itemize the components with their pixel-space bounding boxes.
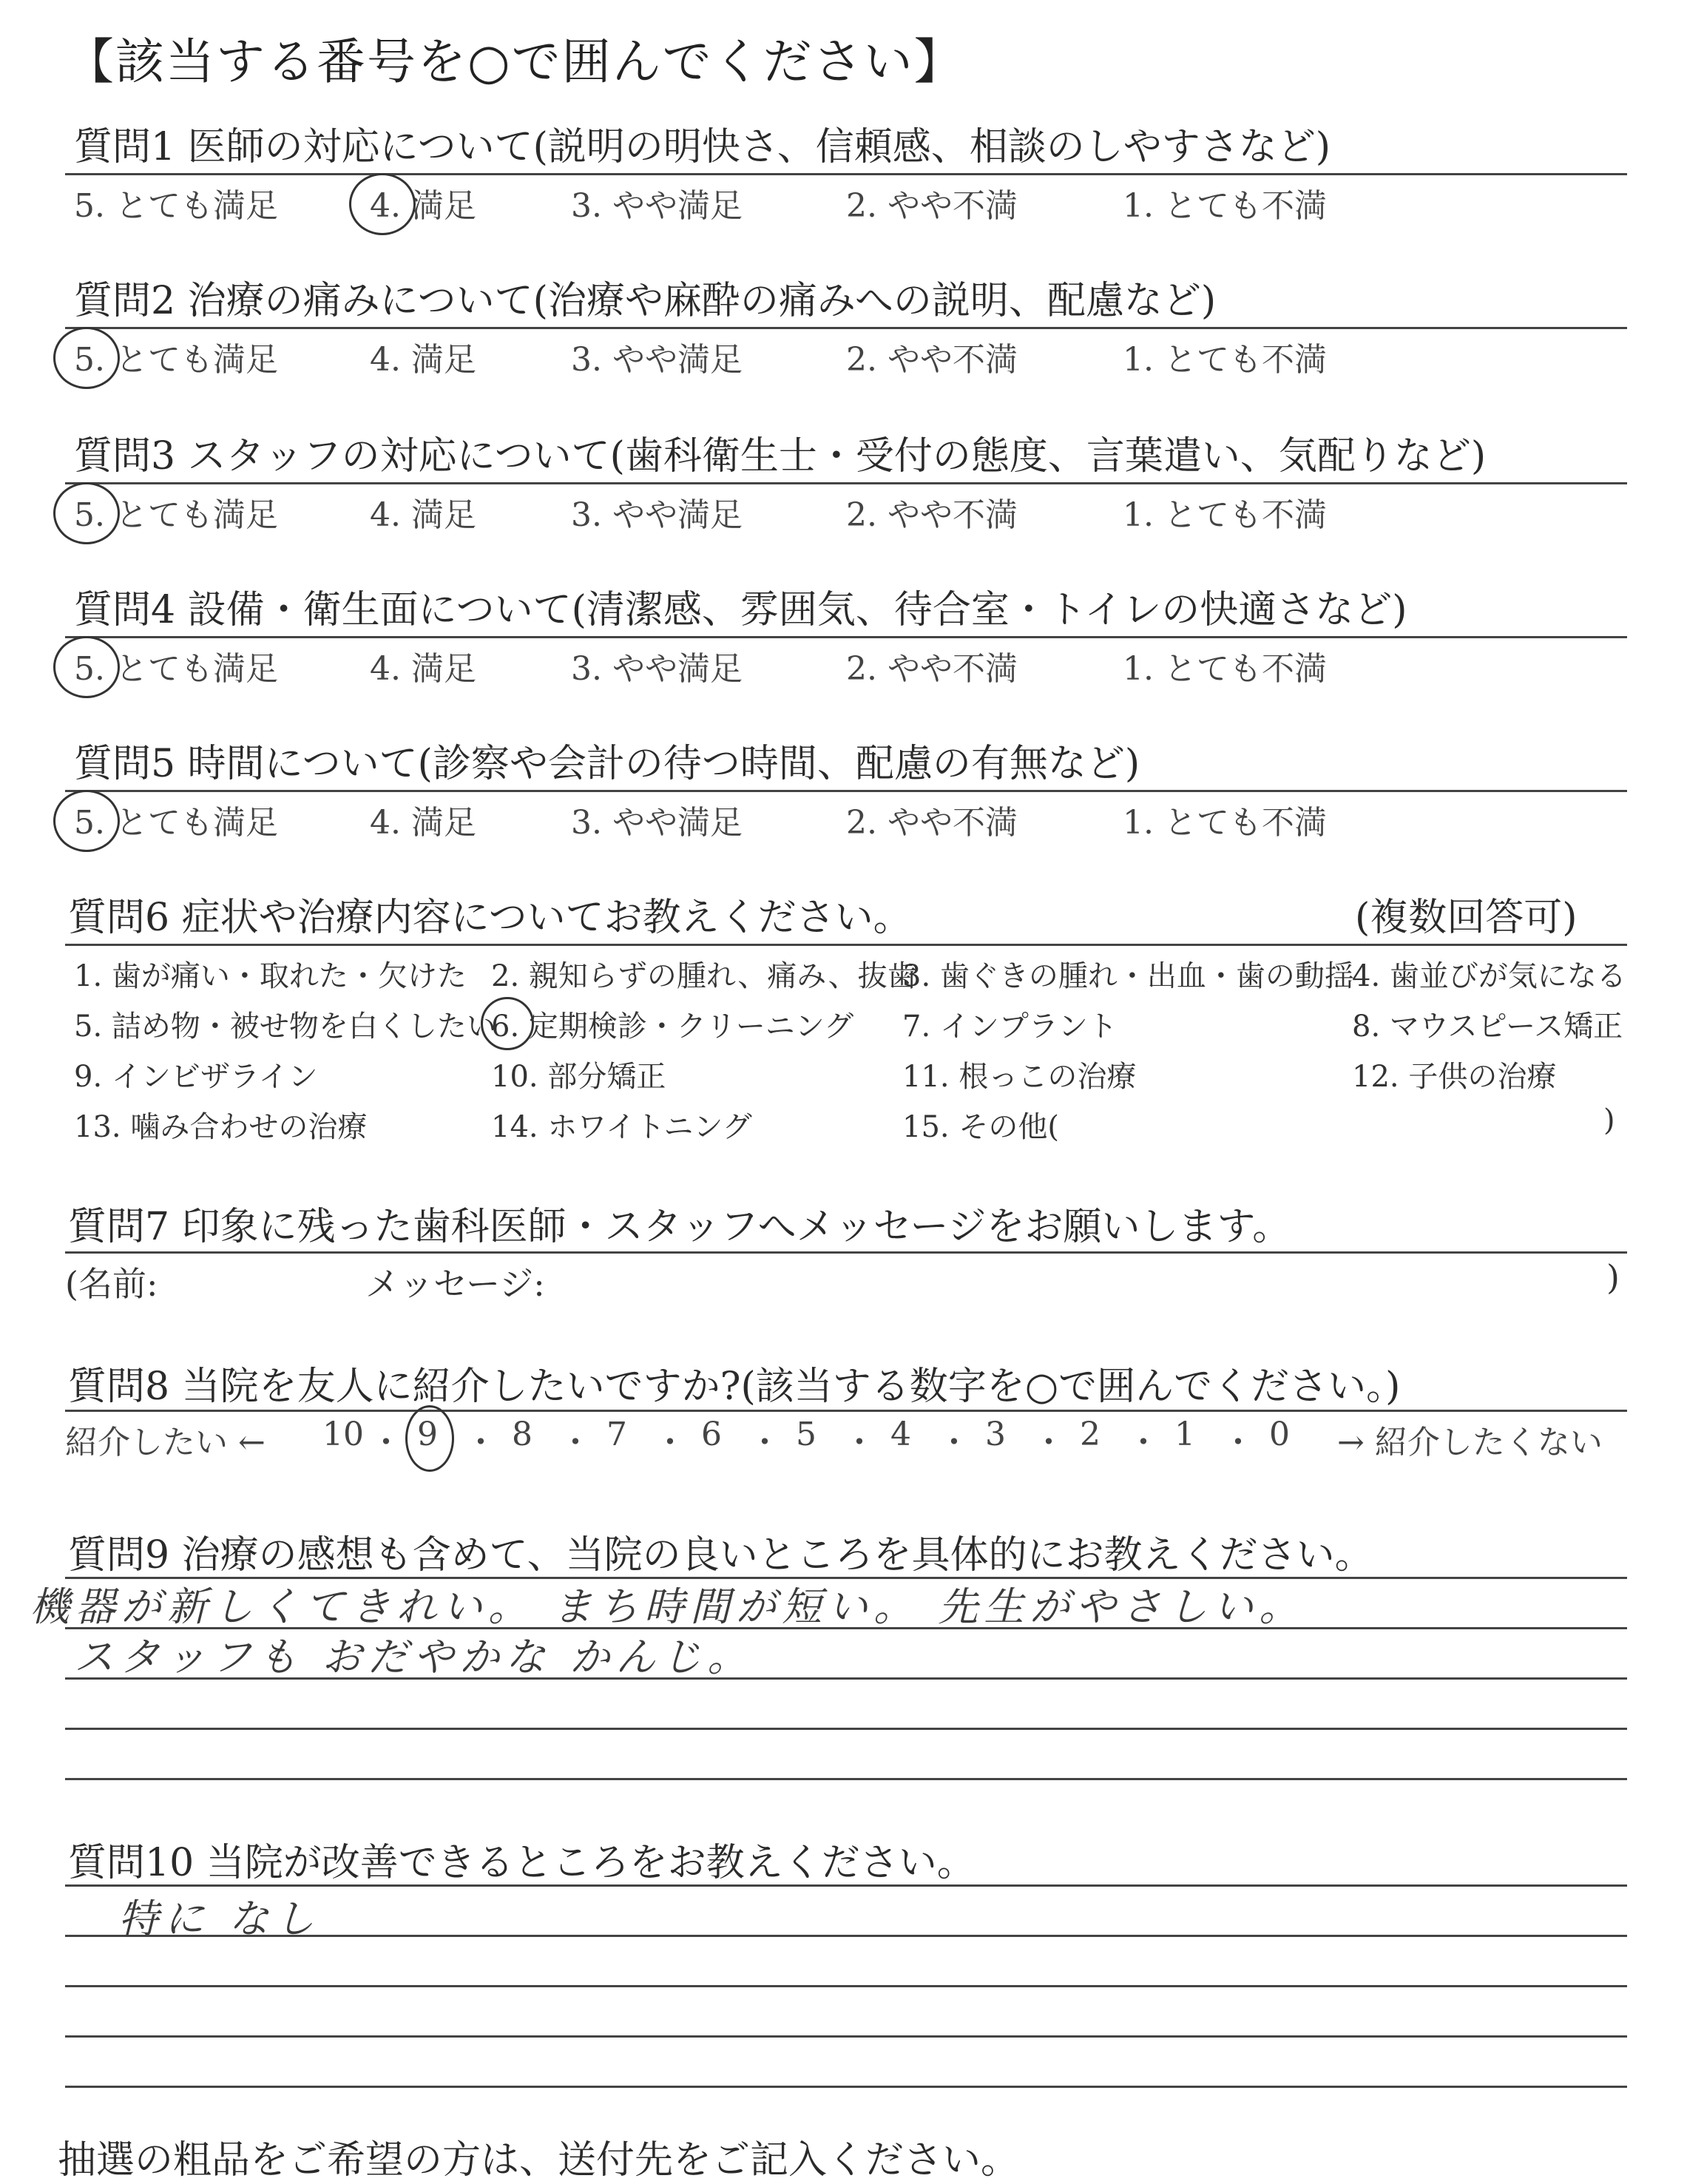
- q10-rule-3: [65, 1985, 1627, 1987]
- q8-separator: ・: [654, 1424, 686, 1461]
- q5-selected-circle: [53, 790, 120, 852]
- q6-item-10[interactable]: 10. 部分矯正: [491, 1060, 666, 1094]
- q1-option-5[interactable]: 5. とても満足: [74, 187, 278, 225]
- q1-title: 質問1 医師の対応について(説明の明快さ、信頼感、相談のしやすさなど): [74, 125, 1331, 169]
- q3-rule: [65, 482, 1627, 484]
- q8-scale-0[interactable]: 0: [1269, 1416, 1290, 1453]
- q6-item-2[interactable]: 2. 親知らずの腫れ、痛み、抜歯: [491, 959, 917, 993]
- q10-answer-line-1: 特に なし: [118, 1896, 321, 1942]
- q8-separator: ・: [748, 1424, 781, 1461]
- footer-note: 抽選の粗品をご希望の方は、送付先をご記入ください。: [58, 2138, 1020, 2183]
- q6-other-close-paren: ): [1603, 1103, 1615, 1137]
- q3-title: 質問3 スタッフの対応について(歯科衛生士・受付の態度、言葉遣い、気配りなど): [74, 434, 1487, 479]
- q8-separator: ・: [1127, 1424, 1160, 1461]
- q5-option-5[interactable]: 5. とても満足: [74, 804, 278, 842]
- q5-title: 質問5 時間について(診察や会計の待つ時間、配慮の有無など): [74, 742, 1140, 786]
- q6-item-7[interactable]: 7. インプラント: [902, 1010, 1118, 1044]
- q2-title: 質問2 治療の痛みについて(治療や麻酔の痛みへの説明、配慮など): [74, 279, 1217, 323]
- q5-option-2[interactable]: 2. やや不満: [846, 804, 1018, 842]
- q2-rule: [65, 327, 1627, 329]
- q8-title: 質問8 当院を友人に紹介したいですか?(該当する数字を○で囲んでください。): [68, 1365, 1401, 1409]
- q8-scale-3[interactable]: 3: [985, 1416, 1006, 1453]
- q4-option-5[interactable]: 5. とても満足: [74, 650, 278, 688]
- q7-close-paren: ): [1606, 1257, 1620, 1297]
- q8-rule: [65, 1410, 1627, 1412]
- q9-rule-4: [65, 1728, 1627, 1730]
- q10-title: 質問10 当院が改善できるところをお教えください。: [68, 1841, 976, 1885]
- q10-rule-5: [65, 2086, 1627, 2088]
- q6-note: (複数回答可): [1355, 896, 1578, 940]
- q6-item-1[interactable]: 1. 歯が痛い・取れた・欠けた: [74, 959, 467, 993]
- page-title: 【該当する番号を○で囲んでください】: [65, 33, 964, 90]
- q8-scale-1[interactable]: 1: [1174, 1416, 1195, 1453]
- q2-option-4[interactable]: 4. 満足: [370, 341, 476, 379]
- q6-item-3[interactable]: 3. 歯ぐきの腫れ・出血・歯の動揺: [902, 959, 1354, 993]
- q2-selected-circle: [53, 327, 120, 389]
- q1-option-3[interactable]: 3. やや満足: [571, 187, 743, 225]
- q8-scale-10[interactable]: 10: [322, 1416, 364, 1453]
- q3-option-3[interactable]: 3. やや満足: [571, 496, 743, 534]
- q9-title: 質問9 治療の感想も含めて、当院の良いところを具体的にお教えください。: [68, 1533, 1373, 1578]
- q6-item-13[interactable]: 13. 噛み合わせの治療: [74, 1110, 368, 1144]
- q8-left-label: 紹介したい ←: [65, 1424, 266, 1461]
- q4-option-3[interactable]: 3. やや満足: [571, 650, 743, 688]
- q8-right-label: → 紹介したくない: [1337, 1424, 1603, 1461]
- q4-option-1[interactable]: 1. とても不満: [1123, 650, 1327, 688]
- q3-option-5[interactable]: 5. とても満足: [74, 496, 278, 534]
- q6-item-12[interactable]: 12. 子供の治療: [1352, 1060, 1557, 1094]
- q2-option-3[interactable]: 3. やや満足: [571, 341, 743, 379]
- q4-option-4[interactable]: 4. 満足: [370, 650, 476, 688]
- q6-item-15[interactable]: 15. その他(: [902, 1110, 1059, 1144]
- q5-rule: [65, 790, 1627, 792]
- q6-rule: [65, 944, 1627, 946]
- q8-scale-5[interactable]: 5: [796, 1416, 816, 1453]
- q4-selected-circle: [53, 636, 120, 698]
- q5-option-3[interactable]: 3. やや満足: [571, 804, 743, 842]
- q6-item-8[interactable]: 8. マウスピース矯正: [1352, 1010, 1623, 1044]
- q9-rule-5: [65, 1778, 1627, 1780]
- q1-option-2[interactable]: 2. やや不満: [846, 187, 1018, 225]
- q4-rule: [65, 636, 1627, 638]
- q6-item-9[interactable]: 9. インビザライン: [74, 1060, 318, 1094]
- q9-answer-line-1: 機器が新しくてきれい。 まち時間が短い。 先生がやさしい。: [30, 1583, 1305, 1630]
- q6-item-11[interactable]: 11. 根っこの治療: [902, 1060, 1137, 1094]
- q8-separator: ・: [938, 1424, 970, 1461]
- q8-separator: ・: [1032, 1424, 1065, 1461]
- q6-title: 質問6 症状や治療内容についてお教えください。: [68, 896, 912, 940]
- q4-title: 質問4 設備・衛生面について(清潔感、雰囲気、待合室・トイレの快適さなど): [74, 588, 1407, 632]
- q3-option-4[interactable]: 4. 満足: [370, 496, 476, 534]
- q1-option-1[interactable]: 1. とても不満: [1123, 187, 1327, 225]
- q8-separator: ・: [843, 1424, 876, 1461]
- q3-option-1[interactable]: 1. とても不満: [1123, 496, 1327, 534]
- q5-option-4[interactable]: 4. 満足: [370, 804, 476, 842]
- q8-separator: ・: [370, 1424, 402, 1461]
- q6-item-5[interactable]: 5. 詰め物・被せ物を白くしたい: [74, 1010, 496, 1044]
- q8-scale-2[interactable]: 2: [1080, 1416, 1100, 1453]
- q8-separator: ・: [1222, 1424, 1254, 1461]
- q2-option-1[interactable]: 1. とても不満: [1123, 341, 1327, 379]
- q5-option-1[interactable]: 1. とても不満: [1123, 804, 1327, 842]
- q8-separator: ・: [559, 1424, 592, 1461]
- q1-option-4[interactable]: 4. 満足: [370, 187, 476, 225]
- q6-item-4[interactable]: 4. 歯並びが気になる: [1352, 959, 1626, 993]
- q8-separator: ・: [464, 1424, 497, 1461]
- q8-scale-7[interactable]: 7: [606, 1416, 627, 1453]
- q8-selected-circle: [405, 1405, 454, 1472]
- q4-option-2[interactable]: 2. やや不満: [846, 650, 1018, 688]
- q7-message-label: メッセージ:: [365, 1264, 545, 1304]
- q7-name-label: (名前:: [65, 1264, 158, 1304]
- q6-item-14[interactable]: 14. ホワイトニング: [491, 1110, 752, 1144]
- q1-selected-circle: [349, 173, 416, 235]
- q1-rule: [65, 173, 1627, 175]
- q8-scale-4[interactable]: 4: [890, 1416, 911, 1453]
- q8-scale-9[interactable]: 9: [417, 1416, 438, 1453]
- q8-scale-6[interactable]: 6: [701, 1416, 722, 1453]
- q10-rule-4: [65, 2035, 1627, 2038]
- q3-selected-circle: [53, 482, 120, 544]
- q7-title: 質問7 印象に残った歯科医師・スタッフへメッセージをお願いします。: [68, 1205, 1291, 1249]
- q3-option-2[interactable]: 2. やや不満: [846, 496, 1018, 534]
- q6-item-6[interactable]: 6. 定期検診・クリーニング: [491, 1010, 854, 1044]
- q2-option-5[interactable]: 5. とても満足: [74, 341, 278, 379]
- q7-rule: [65, 1251, 1627, 1254]
- q2-option-2[interactable]: 2. やや不満: [846, 341, 1018, 379]
- q9-answer-line-2: スタッフも おだやかな かんじ。: [74, 1634, 754, 1680]
- q8-scale-8[interactable]: 8: [512, 1416, 532, 1453]
- q10-rule-1: [65, 1884, 1627, 1887]
